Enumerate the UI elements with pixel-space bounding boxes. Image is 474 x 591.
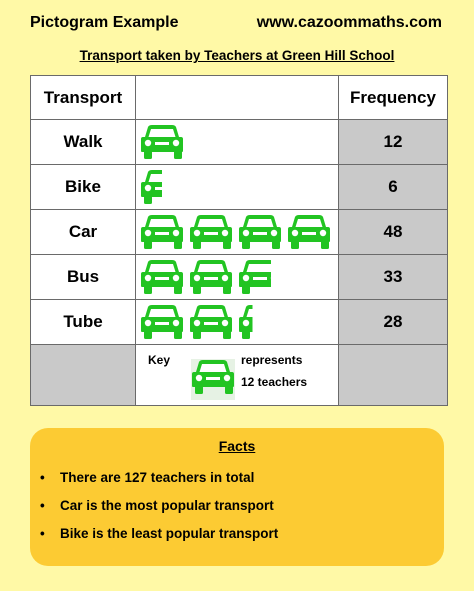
row-label: Tube (31, 300, 136, 345)
list-item (30, 492, 444, 520)
table-row (31, 165, 448, 210)
icon-cell (136, 255, 339, 300)
fact-text: Car is the most popular transport (60, 498, 274, 513)
key-represents-text: represents (241, 353, 303, 367)
icon-cell (136, 165, 339, 210)
car-icon (191, 359, 235, 395)
chart-title-wrap (0, 48, 474, 63)
icon-cell (136, 210, 339, 255)
table-row (31, 120, 448, 165)
row-label: Bus (31, 255, 136, 300)
frequency-value: 6 (339, 165, 448, 210)
table-header-row (31, 76, 448, 120)
bullet-icon: • (40, 498, 45, 513)
table-row (31, 255, 448, 300)
key-row-blank-right (339, 345, 448, 406)
icons-container (136, 120, 338, 164)
bullet-icon: • (40, 470, 45, 485)
car-icon (140, 169, 184, 205)
list-item (30, 464, 444, 492)
row-label: Car (31, 210, 136, 255)
icons-container (136, 165, 338, 209)
row-label: Bike (31, 165, 136, 210)
facts-title: Facts (218, 438, 256, 454)
chart-title: Transport taken by Teachers at Green Hill School (79, 48, 395, 63)
icons-container (136, 300, 338, 344)
list-item (30, 520, 444, 548)
key-container (136, 345, 338, 405)
car-icon (238, 259, 282, 295)
car-icon (189, 304, 233, 340)
car-icon (189, 259, 233, 295)
key-row (31, 345, 448, 406)
icons-container (136, 255, 338, 299)
icon-cell (136, 300, 339, 345)
icon-cell (136, 120, 339, 165)
frequency-value: 48 (339, 210, 448, 255)
bullet-icon: • (40, 526, 45, 541)
website-label: www.cazoommaths.com (256, 14, 442, 31)
table-row (31, 210, 448, 255)
car-icon (191, 359, 235, 400)
icons-container (136, 210, 338, 254)
car-icon (140, 124, 184, 160)
column-header-icons (136, 76, 339, 120)
key-row-blank-left (31, 345, 136, 406)
car-icon (238, 214, 282, 250)
column-header-transport: Transport (31, 76, 136, 120)
row-label: Walk (31, 120, 136, 165)
key-value-text: 12 teachers (241, 375, 308, 389)
car-icon (140, 214, 184, 250)
column-header-frequency: Frequency (339, 76, 448, 120)
car-icon (238, 304, 282, 340)
page-title: Pictogram Example (30, 14, 179, 31)
car-icon (189, 214, 233, 250)
car-icon (140, 304, 184, 340)
key-label: Key (148, 353, 171, 367)
facts-box (30, 428, 444, 566)
fact-text: Bike is the least popular transport (60, 526, 279, 541)
car-icon (287, 214, 331, 250)
pictogram-table (30, 75, 448, 406)
frequency-value: 33 (339, 255, 448, 300)
frequency-value: 12 (339, 120, 448, 165)
table-row (31, 300, 448, 345)
fact-text: There are 127 teachers in total (60, 470, 255, 485)
frequency-value: 28 (339, 300, 448, 345)
key-cell (136, 345, 339, 406)
car-icon (140, 259, 184, 295)
facts-list (30, 464, 444, 548)
